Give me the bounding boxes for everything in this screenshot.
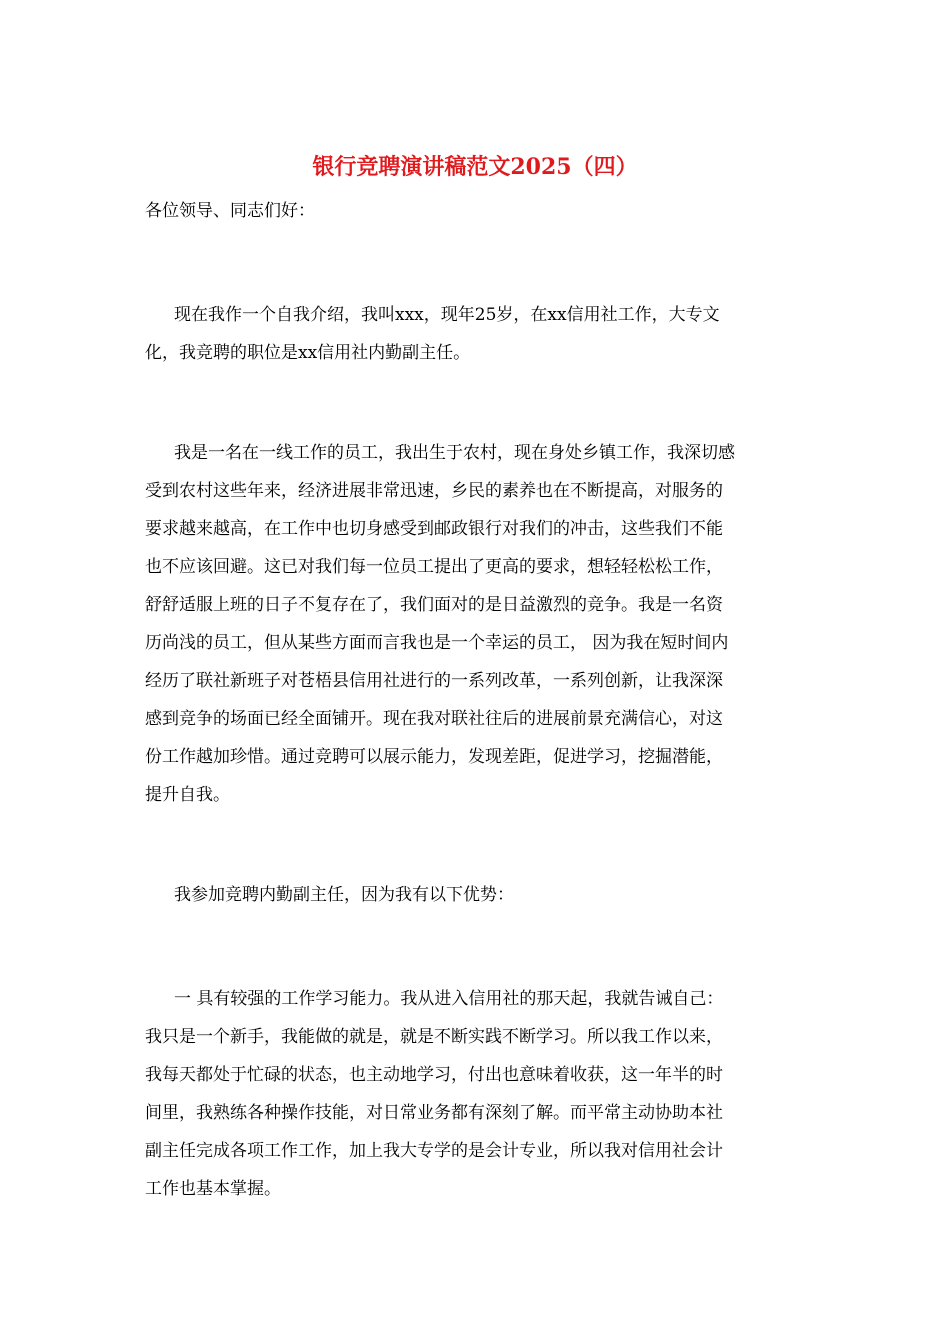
paragraph-line: 份工作越加珍惜。通过竞聘可以展示能力，发现差距，促进学习，挖掘潜能，: [145, 747, 723, 767]
paragraph-line: 提升自我。: [145, 785, 230, 805]
paragraph-line: 也不应该回避。这已对我们每一位员工提出了更高的要求，想轻轻松松工作，: [145, 557, 723, 577]
paragraph-line: 副主任完成各项工作工作，加上我大专学的是会计专业，所以我对信用社会计: [145, 1141, 723, 1161]
paragraph-line: 历尚浅的员工，但从某些方面而言我也是一个幸运的员工， 因为我在短时间内: [145, 633, 729, 653]
paragraph-line: 我参加竞聘内勤副主任，因为我有以下优势：: [174, 885, 514, 905]
paragraph-line: 舒舒适服上班的日子不复存在了，我们面对的是日益激烈的竞争。我是一名资: [145, 595, 723, 615]
paragraph-line: 现在我作一个自我介绍，我叫xxx，现年25岁，在xx信用社工作，大专文: [174, 305, 720, 325]
paragraph-line: 我是一名在一线工作的员工，我出生于农村，现在身处乡镇工作，我深切感: [174, 443, 735, 463]
paragraph-line: 工作也基本掌握。: [145, 1179, 281, 1199]
paragraph-line: 经历了联社新班子对苍梧县信用社进行的一系列改革，一系列创新，让我深深: [145, 671, 723, 691]
paragraph-background: [145, 434, 815, 814]
paragraph-line: 化，我竞聘的职位是xx信用社内勤副主任。: [145, 343, 471, 363]
paragraph-advantage-one: [145, 980, 815, 1208]
paragraph-self-introduction: [145, 296, 815, 372]
paragraph-line: 受到农村这些年来，经济进展非常迅速，乡民的素养也在不断提高，对服务的: [145, 481, 723, 501]
document-title: 银行竞聘演讲稿范文2025（四）: [312, 154, 638, 180]
paragraph-line: 我只是一个新手，我能做的就是，就是不断实践不断学习。所以我工作以来，: [145, 1027, 723, 1047]
greeting: 各位领导、同志们好：: [145, 201, 315, 221]
paragraph-line: 感到竞争的场面已经全面铺开。现在我对联社往后的进展前景充满信心，对这: [145, 709, 723, 729]
paragraph-line: 一 具有较强的工作学习能力。我从进入信用社的那天起，我就告诫自己：: [174, 989, 724, 1009]
paragraph-line: 我每天都处于忙碌的状态，也主动地学习，付出也意味着收获，这一年半的时: [145, 1065, 723, 1085]
paragraph-advantages-intro: [145, 876, 815, 914]
paragraph-line: 间里，我熟练各种操作技能，对日常业务都有深刻了解。而平常主动协助本社: [145, 1103, 723, 1123]
paragraph-line: 要求越来越高，在工作中也切身感受到邮政银行对我们的冲击，这些我们不能: [145, 519, 723, 539]
